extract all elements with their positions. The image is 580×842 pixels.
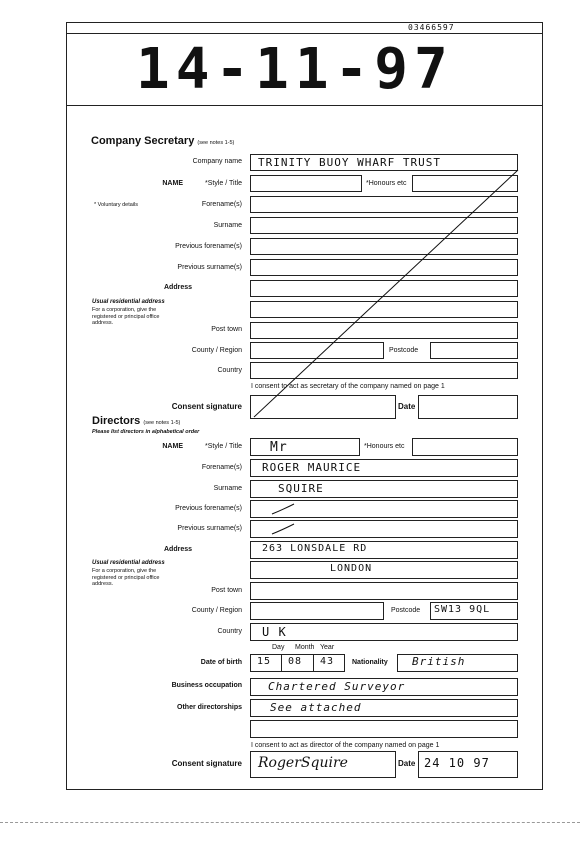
- director-honours-label: *Honours etc: [364, 443, 405, 450]
- director-forenames-value: ROGER MAURICE: [262, 461, 362, 474]
- director-other-directorships-field-2[interactable]: [250, 720, 518, 738]
- director-postcode-label: Postcode: [391, 607, 421, 614]
- secretary-forenames-label: Forename(s): [201, 201, 242, 208]
- directors-notes-ref: (see notes 1-5): [143, 420, 181, 426]
- secretary-country-label: Country: [217, 367, 242, 374]
- director-post-town-label: Post town: [211, 587, 242, 594]
- director-prev-forenames-label: Previous forename(s): [175, 505, 242, 512]
- secretary-postcode-label: Postcode: [389, 347, 419, 354]
- company-name-label: Company name: [192, 158, 242, 165]
- secretary-honours-label: *Honours etc: [366, 180, 407, 187]
- page-bottom-line: [0, 822, 580, 823]
- directors-order-note: Please list directors in alphabetical order: [92, 429, 200, 435]
- company-name-value: TRINITY BUOY WHARF TRUST: [258, 156, 441, 169]
- director-style-title-value: Mr: [270, 440, 288, 455]
- director-occupation-label: Business occupation: [171, 682, 242, 689]
- director-signature-value: RogerSquire: [258, 755, 348, 771]
- directors-section-title: [92, 415, 180, 427]
- director-prev-surnames-label: Previous surname(s): [177, 525, 242, 532]
- director-style-title-field[interactable]: [250, 438, 360, 456]
- director-country-value: U K: [262, 625, 287, 639]
- director-name-label: NAME: [162, 443, 183, 450]
- director-occupation-value: Chartered Surveyor: [268, 680, 406, 693]
- director-usual-address-label: Usual residential address: [92, 560, 165, 566]
- director-address-label: Address: [163, 546, 192, 553]
- director-country-label: Country: [217, 628, 242, 635]
- director-county-label: County / Region: [191, 607, 242, 614]
- secretary-consent-text: I consent to act as secretary of the company named on page 1: [251, 383, 445, 390]
- secretary-style-title-label: *Style / Title: [205, 180, 242, 187]
- dob-divider-1: [281, 655, 282, 671]
- director-surname-label: Surname: [213, 485, 242, 492]
- secretary-notes-ref: (see notes 1-5): [197, 140, 235, 146]
- secretary-consent-signature-label: Consent signature: [171, 402, 242, 411]
- director-surname-value: SQUIRE: [278, 482, 324, 495]
- director-date-value: 24 10 97: [424, 756, 490, 770]
- secretary-address-label: Address: [163, 284, 192, 291]
- director-county-field[interactable]: [250, 602, 384, 620]
- director-country-field[interactable]: [250, 623, 518, 641]
- director-prev-surnames-dash: [270, 522, 300, 536]
- directors-title-text: Directors: [92, 415, 141, 427]
- dob-month-value: 08: [288, 656, 303, 667]
- secretary-corp-note: For a corporation, give the registered or principal office address.: [92, 307, 160, 326]
- dob-month-header: Month: [295, 644, 315, 651]
- dob-year-value: 43: [320, 656, 335, 667]
- secretary-county-label: County / Region: [191, 347, 242, 354]
- director-dob-label: Date of birth: [200, 659, 242, 666]
- director-other-directorships-value: See attached: [270, 701, 362, 714]
- secretary-post-town-label: Post town: [211, 326, 242, 333]
- dob-day-header: Day: [272, 644, 285, 651]
- secretary-usual-address-label: Usual residential address: [92, 299, 165, 305]
- voluntary-details-note: * Voluntary details: [94, 202, 139, 208]
- dob-year-header: Year: [320, 644, 335, 651]
- director-other-directorships-label: Other directorships: [177, 704, 242, 711]
- secretary-surname-label: Surname: [213, 222, 242, 229]
- director-address-line1-value: 263 LONSDALE RD: [262, 543, 368, 554]
- date-stamp: 14-11-97: [136, 37, 454, 102]
- director-corp-note: For a corporation, give the registered or principal office address.: [92, 568, 160, 587]
- director-postcode-value: SW13 9QL: [434, 604, 491, 615]
- director-nationality-label: Nationality: [352, 659, 388, 666]
- secretary-date-label: Date: [398, 402, 416, 411]
- director-consent-text: I consent to act as director of the company named on page 1: [251, 742, 440, 749]
- director-honours-field[interactable]: [412, 438, 518, 456]
- secretary-prev-surnames-label: Previous surname(s): [177, 264, 242, 271]
- director-prev-forenames-dash: [270, 502, 300, 516]
- director-address-line2-field[interactable]: [250, 561, 518, 579]
- registration-number: 03466597: [408, 23, 455, 32]
- dob-day-value: 15: [257, 656, 272, 667]
- secretary-title-text: Company Secretary: [91, 135, 195, 147]
- director-address-line2-value: LONDON: [330, 563, 373, 574]
- director-date-label: Date: [398, 759, 416, 768]
- director-consent-signature-label: Consent signature: [171, 759, 242, 768]
- secretary-name-label: NAME: [162, 180, 183, 187]
- director-post-town-field[interactable]: [250, 582, 518, 600]
- director-nationality-value: British: [412, 655, 466, 668]
- director-forenames-label: Forename(s): [201, 464, 242, 471]
- director-style-title-label: *Style / Title: [205, 443, 242, 450]
- dob-divider-2: [313, 655, 314, 671]
- secretary-prev-forenames-label: Previous forename(s): [175, 243, 242, 250]
